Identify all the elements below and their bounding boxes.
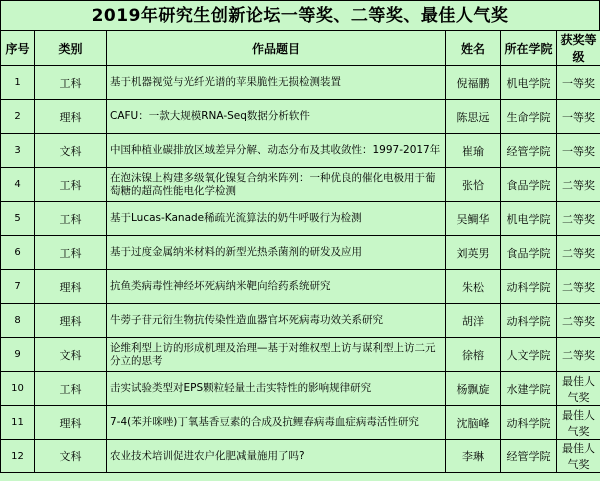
row-award: 二等奖	[557, 270, 600, 304]
row-name: 徐榕	[446, 338, 501, 372]
row-name: 崔瑜	[446, 134, 501, 168]
row-no: 9	[1, 338, 35, 372]
row-name: 沈脑峰	[446, 406, 501, 440]
row-name: 张恰	[446, 168, 501, 202]
row-award: 二等奖	[557, 338, 600, 372]
row-title: 击实试验类型对EPS颗粒轻量土击实特性的影响规律研究	[107, 372, 446, 406]
row-award: 二等奖	[557, 236, 600, 270]
row-no: 4	[1, 168, 35, 202]
row-category: 文科	[35, 338, 107, 372]
table-row	[1, 372, 600, 406]
column-header-title: 作品题目	[107, 31, 446, 66]
column-header-category: 类别	[35, 31, 107, 66]
column-header-college: 所在学院	[501, 31, 557, 66]
row-title: 中国种植业碳排放区域差异分解、动态分布及其收敛性：1997-2017年	[107, 134, 446, 168]
row-title: CAFU：一款大规模RNA-Seq数据分析软件	[107, 100, 446, 134]
row-college: 机电学院	[501, 202, 557, 236]
row-college: 机电学院	[501, 66, 557, 100]
table-row	[1, 440, 600, 473]
row-category: 工科	[35, 66, 107, 100]
table-row	[1, 406, 600, 440]
row-award: 一等奖	[557, 134, 600, 168]
row-no: 1	[1, 66, 35, 100]
row-category: 文科	[35, 134, 107, 168]
row-college: 经管学院	[501, 134, 557, 168]
table-header-row	[1, 31, 600, 66]
row-college: 生命学院	[501, 100, 557, 134]
row-college: 水建学院	[501, 372, 557, 406]
row-no: 2	[1, 100, 35, 134]
row-college: 动科学院	[501, 406, 557, 440]
table-row	[1, 202, 600, 236]
row-name: 倪福鹏	[446, 66, 501, 100]
table-row	[1, 236, 600, 270]
table-row	[1, 100, 600, 134]
row-no: 11	[1, 406, 35, 440]
row-category: 理科	[35, 270, 107, 304]
row-award: 最佳人气奖	[557, 440, 600, 473]
row-award: 一等奖	[557, 66, 600, 100]
row-award: 一等奖	[557, 100, 600, 134]
row-name: 李琳	[446, 440, 501, 473]
table-row	[1, 338, 600, 372]
row-title: 在泡沫镍上构建多级氧化镍复合纳米阵列：一种优良的催化电极用于葡萄糖的超高性能电化学检测	[107, 168, 446, 202]
row-title: 基于过度金属纳米材料的新型光热杀菌剂的研发及应用	[107, 236, 446, 270]
page-title: 2019年研究生创新论坛一等奖、二等奖、最佳人气奖	[0, 0, 600, 30]
row-name: 刘英男	[446, 236, 501, 270]
row-award: 二等奖	[557, 168, 600, 202]
row-category: 工科	[35, 236, 107, 270]
row-title: 论维利型上访的形成机理及治理—基于对维权型上访与谋利型上访二元分立的思考	[107, 338, 446, 372]
column-header-award: 获奖等级	[557, 31, 600, 66]
row-category: 文科	[35, 440, 107, 473]
row-category: 理科	[35, 304, 107, 338]
row-college: 动科学院	[501, 304, 557, 338]
row-title: 基于Lucas-Kanade稀疏光流算法的奶牛呼吸行为检测	[107, 202, 446, 236]
row-no: 6	[1, 236, 35, 270]
row-no: 7	[1, 270, 35, 304]
row-no: 12	[1, 440, 35, 473]
row-no: 8	[1, 304, 35, 338]
row-title: 7-4(苯并咪唑)丁氧基香豆素的合成及抗鲤春病毒血症病毒活性研究	[107, 406, 446, 440]
row-college: 食品学院	[501, 168, 557, 202]
row-award: 最佳人气奖	[557, 372, 600, 406]
row-name: 杨飘旋	[446, 372, 501, 406]
row-title: 农业技术培训促进农户化肥减量施用了吗?	[107, 440, 446, 473]
row-award: 最佳人气奖	[557, 406, 600, 440]
row-no: 5	[1, 202, 35, 236]
row-title: 牛蒡子苷元衍生物抗传染性造血器官坏死病毒功效关系研究	[107, 304, 446, 338]
table-row	[1, 134, 600, 168]
row-college: 人文学院	[501, 338, 557, 372]
row-category: 理科	[35, 100, 107, 134]
row-name: 胡洋	[446, 304, 501, 338]
row-college: 食品学院	[501, 236, 557, 270]
row-college: 动科学院	[501, 270, 557, 304]
row-college: 经管学院	[501, 440, 557, 473]
row-no: 10	[1, 372, 35, 406]
row-category: 工科	[35, 168, 107, 202]
table-row	[1, 168, 600, 202]
row-title: 基于机器视觉与光纤光谱的苹果脆性无损检测装置	[107, 66, 446, 100]
row-no: 3	[1, 134, 35, 168]
row-category: 理科	[35, 406, 107, 440]
table-row	[1, 270, 600, 304]
row-category: 工科	[35, 372, 107, 406]
row-name: 陈思远	[446, 100, 501, 134]
column-header-name: 姓名	[446, 31, 501, 66]
table-row	[1, 66, 600, 100]
award-table	[0, 30, 600, 473]
table-row	[1, 304, 600, 338]
row-title: 抗鱼类病毒性神经坏死病纳米靶向给药系统研究	[107, 270, 446, 304]
row-category: 工科	[35, 202, 107, 236]
row-award: 二等奖	[557, 304, 600, 338]
row-name: 朱松	[446, 270, 501, 304]
column-header-no: 序号	[1, 31, 35, 66]
row-award: 二等奖	[557, 202, 600, 236]
row-name: 吴鲷华	[446, 202, 501, 236]
